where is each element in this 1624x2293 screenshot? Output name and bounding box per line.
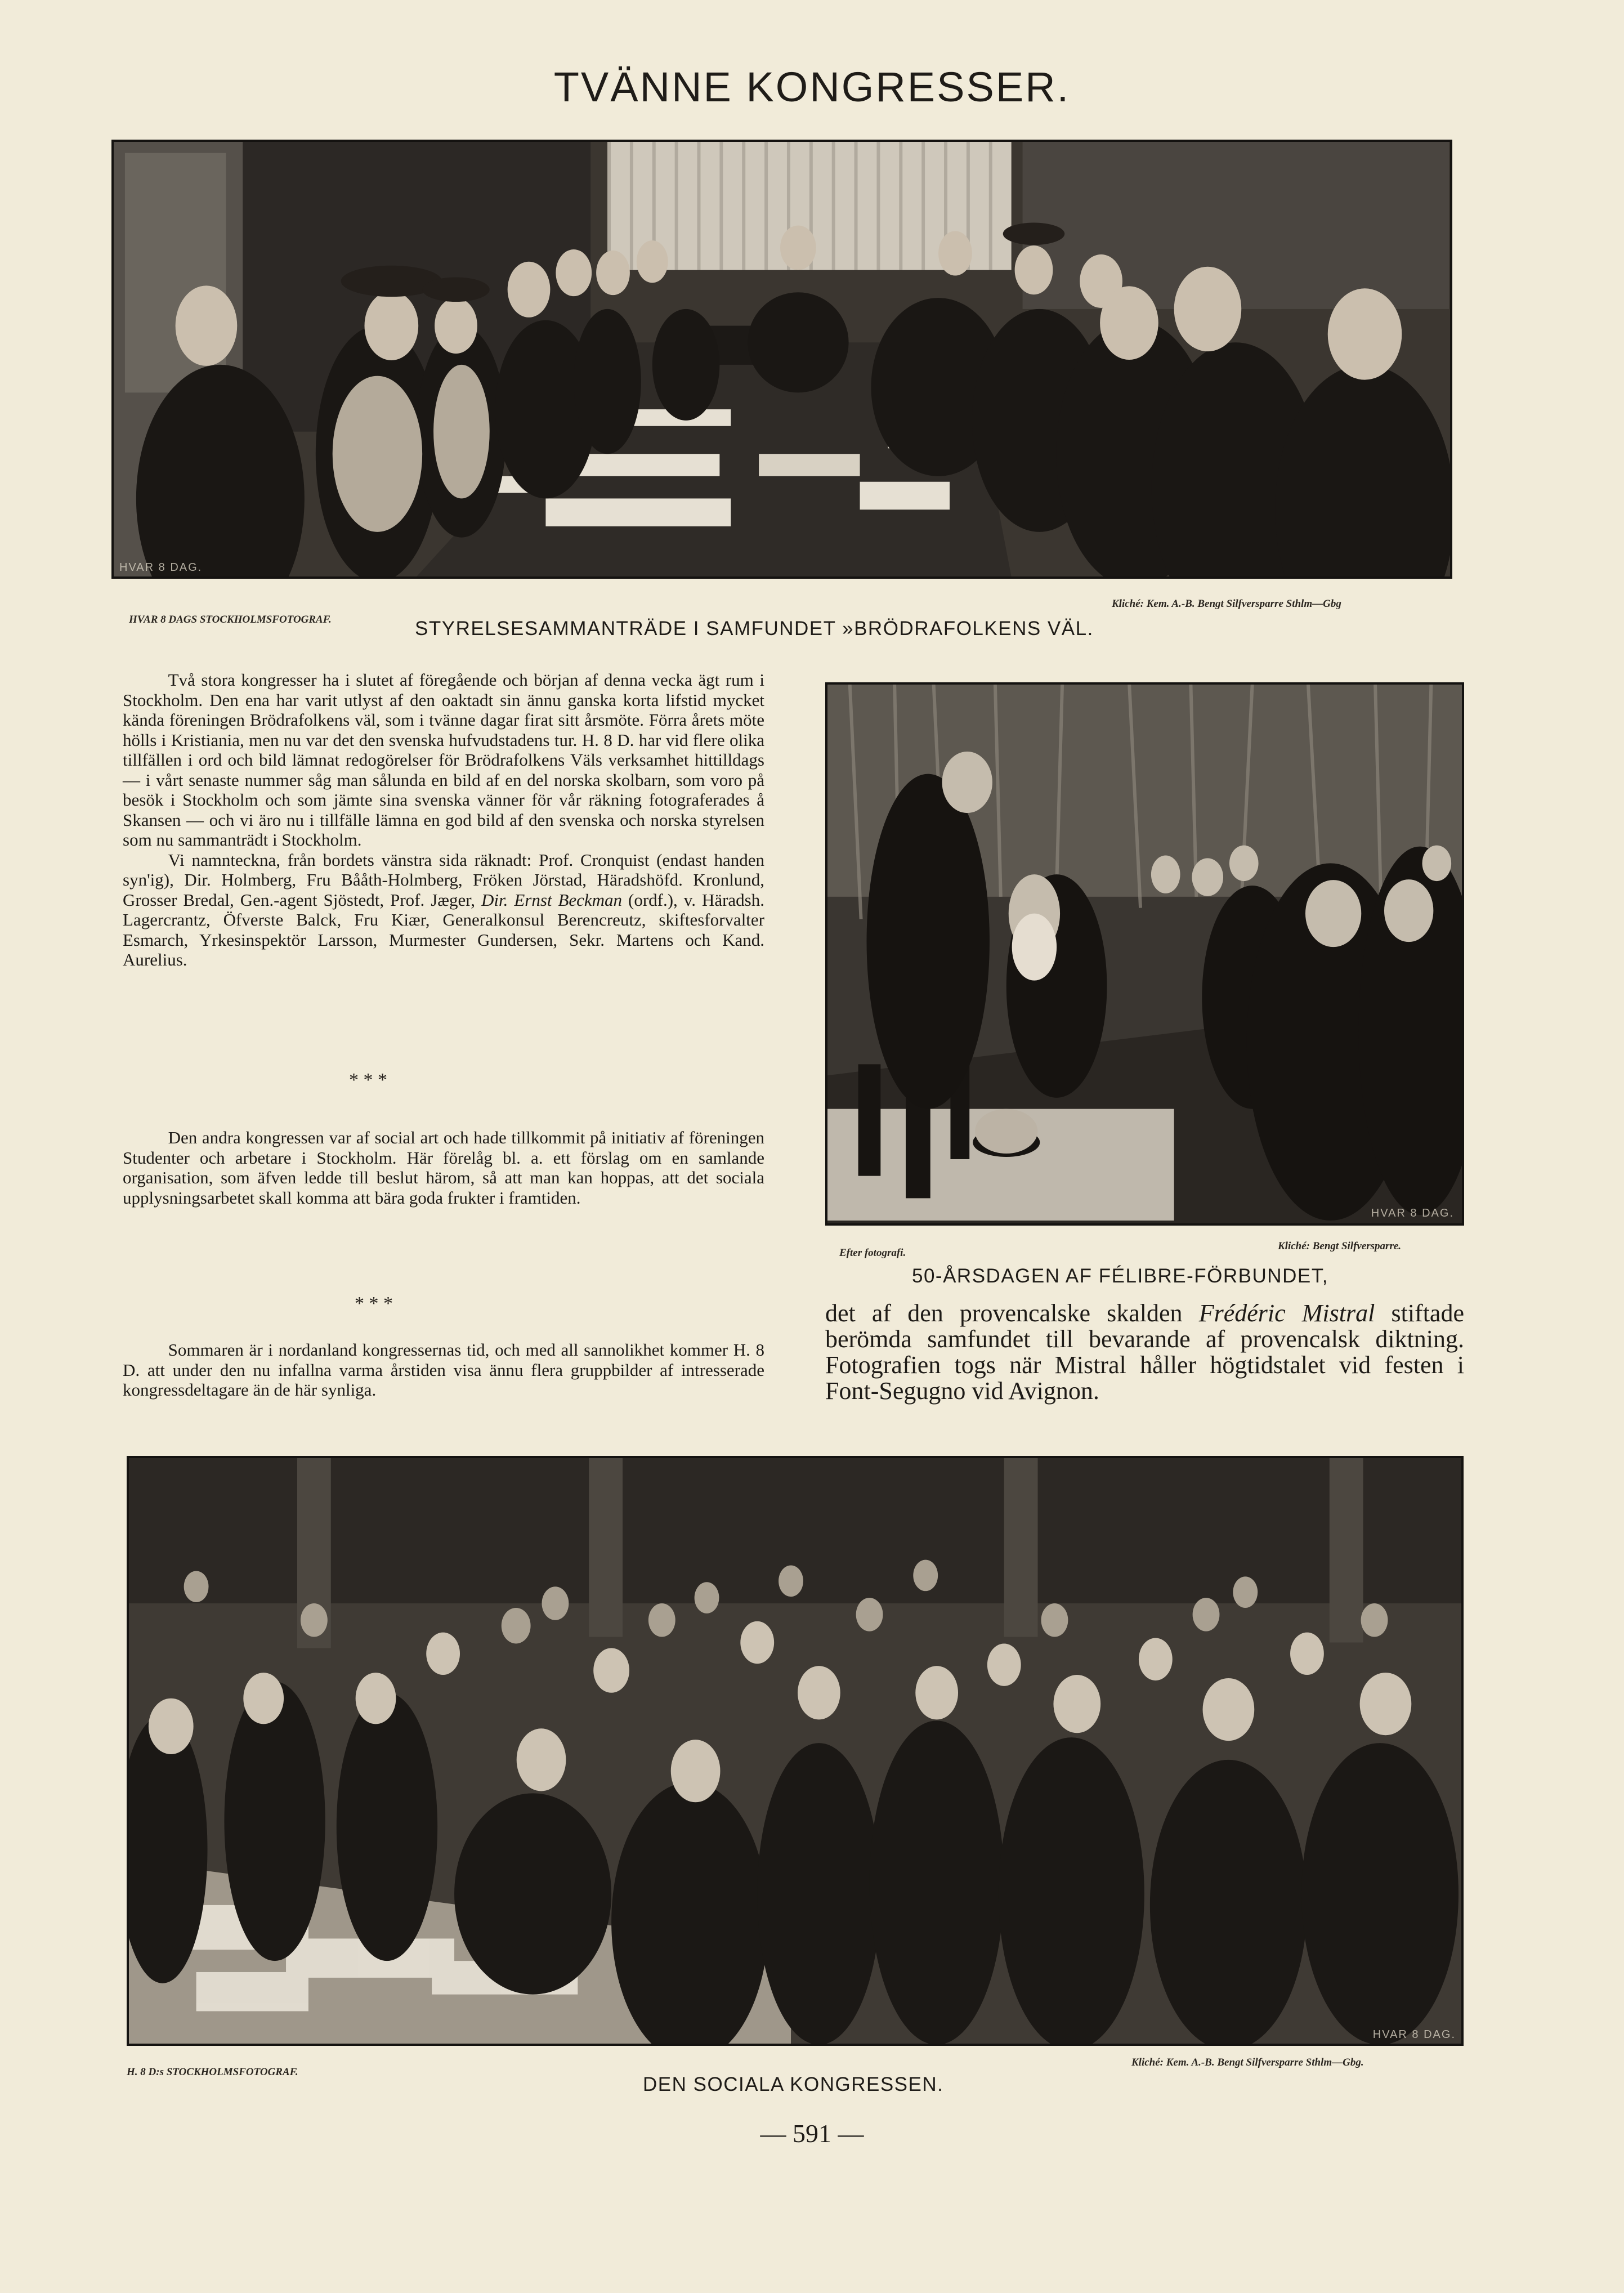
photo-credit-left: Efter fotografi. <box>839 1247 906 1259</box>
section-separator: * * * <box>349 1070 387 1090</box>
page-title: TVÄNNE KONGRESSER. <box>553 64 1071 110</box>
photo-credit-left: H. 8 D:s STOCKHOLMSFOTOGRAF. <box>127 2066 298 2078</box>
page-number: — 591 — <box>760 2119 864 2148</box>
photo-watermark: HVAR 8 DAG. <box>119 561 203 574</box>
section-separator: * * * <box>355 1293 393 1314</box>
photo-caption: DEN SOCIALA KONGRESSEN. <box>643 2073 944 2095</box>
photo-caption: STYRELSESAMMANTRÄDE I SAMFUNDET »BRÖDRAFOLKENS VÄL. <box>415 618 1094 640</box>
photo-credit-right: Kliché: Kem. A.-B. Bengt Silfversparre Sthlm—Gbg <box>1112 598 1341 610</box>
photo-credit-right: Kliché: Bengt Silfversparre. <box>1278 1240 1402 1252</box>
paragraph: Sommaren är i nordanland kongressernas tid, och med all sannolikhet kommer H. 8 D. att under den nu infallna varma årstiden visa ännu flera gruppbilder af intresserade kongressdeltagare än de här synliga. <box>123 1340 764 1400</box>
board-meeting-photo <box>111 140 1452 579</box>
paragraph: Två stora kongresser ha i slutet af föregående och början af denna vecka ägt rum i Stockholm. Den ena har varit utlyst af den oaktadt sin ännu ganska korta lifstid mycket kända föreningen Brödrafolkens väl, som i tvänne dagar firat sitt årsmöte. Förra årets möte hölls i Kristiania, men nu var det den svenska hufvudstadens tur. H. 8 D. har vid flere olika tillfällen i ord och bild lämnat redogörelser för Brödrafolkens Väls verksamhet hittilldags — i vårt senaste nummer såg man sålunda en bild af en del norska skolbarn, som voro på besök i Stockholm och som jämte sina svenska vänner för vår räkning fotograferades å Skansen — och vi äro nu i tillfälle lämna en god bild af den svenska och norska styrelsen som nu sammanträdt i Stockholm. <box>123 670 764 850</box>
chairman-name: Dir. Ernst Beckman <box>481 890 623 910</box>
social-congress-photo <box>127 1456 1464 2046</box>
article-text <box>123 670 764 970</box>
photo-caption: 50-ÅRSDAGEN AF FÉLIBRE-FÖRBUNDET, <box>912 1265 1328 1287</box>
article-text <box>123 1340 764 1400</box>
photo-credit-left: HVAR 8 DAGS STOCKHOLMSFOTOGRAF. <box>129 614 332 625</box>
photo-watermark: HVAR 8 DAG. <box>1371 1207 1454 1219</box>
photo-watermark: HVAR 8 DAG. <box>1372 2028 1456 2041</box>
poet-name: Frédéric Mistral <box>1198 1299 1375 1327</box>
photo-description: det af den provencalske skalden Frédéric Mistral stiftade berömda samfundet till bevarande af provencalsk diktning. Fotografien togs när Mistral håller högtidstalet vid festen i Font-Segugno vid Avignon. <box>825 1299 1464 1405</box>
photo-credit-right: Kliché: Kem. A.-B. Bengt Silfversparre Sthlm—Gbg. <box>1131 2057 1364 2068</box>
article-text <box>123 1128 764 1208</box>
paragraph: Vi namnteckna, från bordets vänstra sida räknadt: Prof. Cronquist (endast handen syn'ig), Dir. Holmberg, Fru Bååth-Holmberg, Fröken Jörstad, Häradshöfd. Kronlund, Grosser Bredal, Gen.-agent Sjöstedt, Prof. Jæger, Dir. Ernst Beckman (ordf.), v. Häradsh. Lagercrantz, Öfverste Balck, Fru Kiær, Generalkonsul Berencreutz, skiftesforvalter Esmarch, Yrkesinspektör Larsson, Murmester Gundersen, Sekr. Martens och Kand. Aurelius. <box>123 850 764 969</box>
felibre-celebration-photo <box>825 682 1464 1226</box>
paragraph: Den andra kongressen var af social art och hade tillkommit på initiativ af föreningen Studenter och arbetare i Stockholm. Här förelåg bl. a. ett förslag om en samlande organisation, som äfven ledde till beslut härom, så att man kan hoppas, att det sociala upplysningsarbetet skall komma att bära goda frukter i framtiden. <box>123 1128 764 1208</box>
